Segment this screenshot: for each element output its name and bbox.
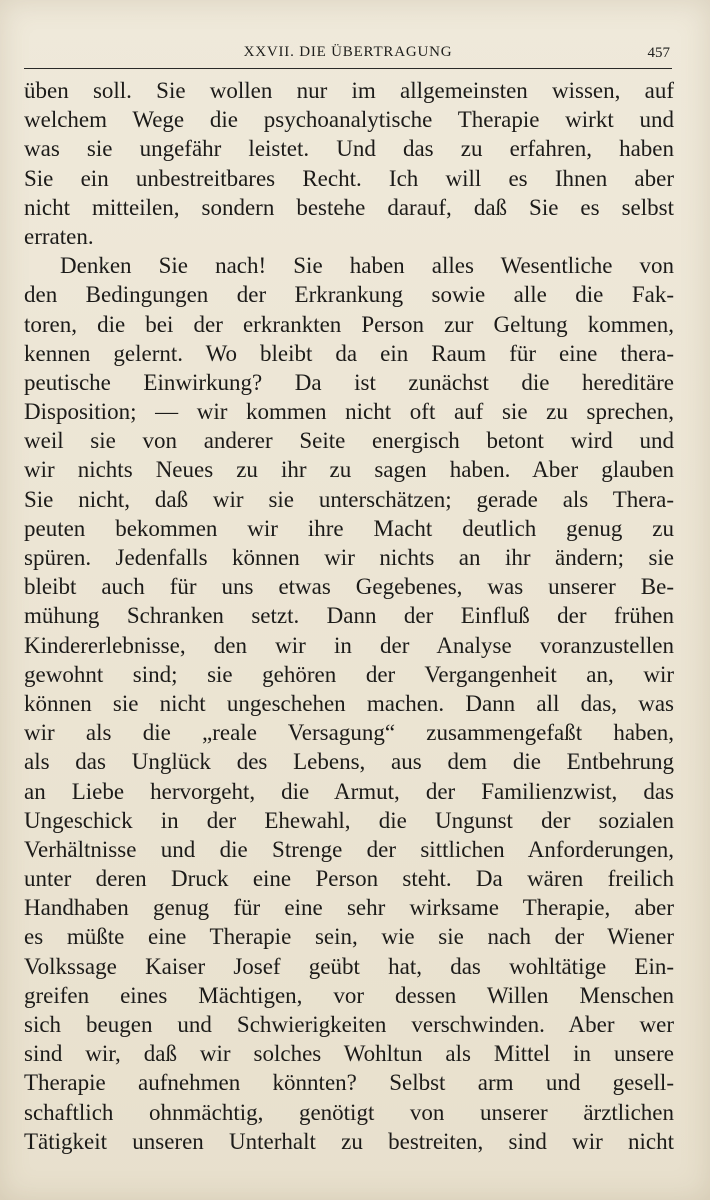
- text-line: sind wir, daß wir solches Wohltun als Mittel in unsere: [24, 1041, 674, 1067]
- chapter-title: XXVII. DIE ÜBERTRAGUNG: [243, 44, 453, 60]
- text-line: was sie ungefähr leistet. Und das zu erfahren, haben: [24, 136, 674, 162]
- body-text: [24, 76, 674, 1156]
- text-line: welchem Wege die psychoanalytische Therapie wirkt und: [24, 107, 674, 133]
- text-line: schaftlich ohnmächtig, genötigt von unserer ärztlichen: [24, 1099, 674, 1125]
- text-line: peuten bekommen wir ihre Macht deutlich genug zu: [24, 515, 674, 541]
- text-line: nicht mitteilen, sondern bestehe darauf, daß Sie es selbst: [24, 194, 674, 220]
- text-line: toren, die bei der erkrankten Person zur Geltung kommen,: [24, 311, 674, 337]
- text-line: Ungeschick in der Ehewahl, die Ungunst der sozialen: [24, 807, 674, 833]
- text-line: erraten.: [24, 223, 94, 249]
- page-number: 457: [647, 45, 670, 61]
- text-line: üben soll. Sie wollen nur im allgemeinsten wissen, auf: [24, 78, 674, 103]
- text-line: Handhaben genug für eine sehr wirksame Therapie, aber: [24, 895, 674, 921]
- text-line: greifen eines Mächtigen, vor dessen Willen Menschen: [24, 982, 674, 1008]
- text-line: Disposition; — wir kommen nicht oft auf sie zu sprechen,: [24, 399, 674, 425]
- text-line: den Bedingungen der Erkrankung sowie alle die Fak-: [24, 282, 674, 308]
- text-line: als das Unglück des Lebens, aus dem die Entbehrung: [24, 749, 674, 775]
- text-line: an Liebe hervorgeht, die Armut, der Familienzwist, das: [24, 778, 674, 804]
- text-line: bleibt auch für uns etwas Gegebenes, was unserer Be-: [24, 574, 674, 600]
- text-line: gewohnt sind; sie gehören der Vergangenheit an, wir: [24, 661, 674, 687]
- text-line: Sie nicht, daß wir sie unterschätzen; gerade als Thera-: [24, 486, 674, 512]
- text-line: Volkssage Kaiser Josef geübt hat, das wohltätige Ein-: [24, 953, 674, 979]
- text-line: peutische Einwirkung? Da ist zunächst die hereditäre: [24, 369, 674, 395]
- text-line: Sie ein unbestreitbares Recht. Ich will es Ihnen aber: [24, 165, 674, 191]
- text-line: es müßte eine Therapie sein, wie sie nach der Wiener: [24, 924, 674, 950]
- text-line: Tätigkeit unseren Unterhalt zu bestreiten, sind wir nicht: [24, 1128, 674, 1154]
- text-line: wir als die „reale Versagung“ zusammengefaßt haben,: [24, 720, 674, 746]
- text-line: Denken Sie nach! Sie haben alles Wesentliche von: [60, 253, 674, 279]
- text-line: unter deren Druck eine Person steht. Da wären freilich: [24, 866, 674, 892]
- text-line: Verhältnisse und die Strenge der sittlichen Anforderungen,: [24, 836, 674, 862]
- text-line: Therapie aufnehmen könnten? Selbst arm und gesell-: [24, 1070, 674, 1096]
- text-line: sich beugen und Schwierigkeiten verschwinden. Aber wer: [24, 1012, 674, 1037]
- text-line: spüren. Jedenfalls können wir nichts an ihr ändern; sie: [24, 545, 674, 570]
- text-line: weil sie von anderer Seite energisch betont wird und: [24, 428, 674, 454]
- text-line: mühung Schranken setzt. Dann der Einfluß der frühen: [24, 603, 674, 629]
- text-line: wir nichts Neues zu ihr zu sagen haben. Aber glauben: [24, 457, 674, 483]
- text-line: kennen gelernt. Wo bleibt da ein Raum für eine thera-: [24, 340, 674, 366]
- running-header: [24, 40, 672, 69]
- text-line: können sie nicht ungeschehen machen. Dann all das, was: [24, 690, 674, 716]
- text-line: Kindererlebnisse, den wir in der Analyse voranzustellen: [24, 632, 674, 658]
